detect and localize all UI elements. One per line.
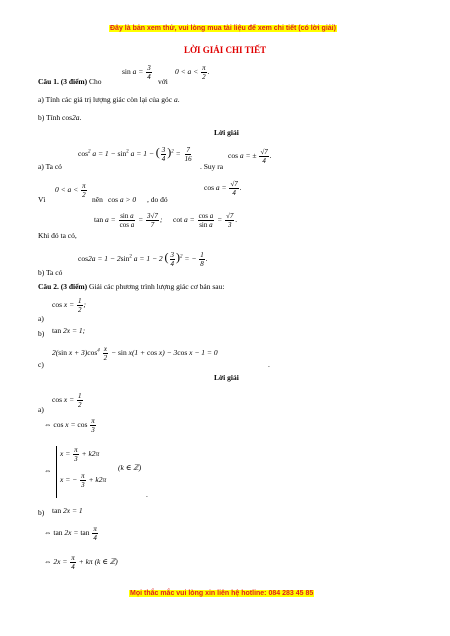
q2-eq-c-dot: . [268,360,270,369]
q1-label: Câu 1. (3 điểm) [38,77,88,86]
equiv-arrow: ⇔ [44,466,52,475]
q1-cos-pos: cos a > 0 [108,195,137,204]
q2-label: Câu 2. (3 điểm) [38,282,88,291]
q2-sol-a-root1: x = $\frac{\pi}{3}$ + k2π [60,446,100,463]
q2-sol-label-b: b) [38,508,45,517]
q2-label-a: a) [38,314,44,323]
q1-vi: Vì [38,195,46,204]
q1-cond: 0 < a < $\frac{\pi}{2}$ [55,182,86,199]
q1-given-range: 0 < a < $\frac{\pi}{2}$ . [175,64,210,81]
q1-part-a: a) Tính các giá trị lượng giác còn lại của góc a. [38,95,180,104]
q1-voi: với [158,77,168,86]
q1-solution-heading: Lời giải [214,128,239,137]
q1-suyra: . Suy ra [200,162,224,171]
q2-sol-a-eq1: cos x = $\frac{1}{2}$ [52,392,82,409]
q2-label-c: c) [38,360,44,369]
q2-text: Giải các phương trình lượng giác cơ bản sau: [89,282,225,291]
q2-sol-b-eq2: ⇔ tan 2x = tan $\frac{\pi}{4}$ [44,525,97,542]
q1-cho: Cho [89,77,102,86]
q1-tan: tan a = $\frac{\text{sin a}}{\text{cos a}}$ = $\frac{3√7}{7}$ ; [94,212,163,229]
q1-nen: nên [92,195,103,204]
q2-sol-a-root2: x = − $\frac{\pi}{3}$ + k2π [60,472,107,489]
bottom-banner: Mọi thắc mắc vui lòng xin liên hệ hotline: 084 283 45 85 [130,590,314,597]
q2-label-b: b) [38,329,45,338]
q2-sol-a-dot: . [146,490,148,499]
q2-sol-a-eq2: ⇔ cos x = cos $\frac{\pi}{3}$ [44,417,95,434]
q1-part-a-text: a) Tính các giá trị lượng giác còn lại của góc [38,95,173,104]
q1-khido: Khi đó ta có, [38,231,77,240]
q2-eq-b: tan 2x = 1; [52,326,86,335]
top-banner: Đây là bản xem thử, vui lòng mua tài liệu để xem chi tiết (có lời giải) [110,25,336,32]
q1-cos-val: cos a = $\frac{√7}{4}$ . [204,180,242,197]
q2-sol-b-eq3: ⇔ 2x = $\frac{\pi}{4}$ + kπ (k ∈ ℤ) [44,554,118,571]
q2-statement [38,282,224,291]
q1-eq-cos-pm: cos a = ± $\frac{√7}{4}$ . [228,148,272,165]
q1-cos2a: $\cos 2a = 1 - 2\sin^2$ a = 1 − 2 ( $\frac{3}{4}$ )$^2$ = − $\frac{1}{8}$ . [78,250,208,268]
q2-set-z-a: (k ∈ ℤ) [118,463,142,472]
q1-b-taco: b) Ta có [38,268,63,277]
q1-part-b: b) Tính cos2a. [38,113,82,122]
q2-sol-b-eq1: tan 2x = 1 [52,506,83,515]
system-brace [56,446,58,498]
q1-statement [38,77,102,86]
q1-a-taco: a) Ta có [38,162,62,171]
q2-eq-c: 2(sin $x + 3)\cos^4$ $\frac{x}{2}$ − sin x(1 + cos x) − 3cos x − 1 = 0 [52,345,218,362]
q1-eq-cos2: $\cos^2 a = 1 - \sin^2 a = 1$ − ( $\frac{3}{4}$ )$^2$ = $\frac{7}{16}$ [78,145,192,163]
q2-eq-a: cos x = $\frac{1}{2}$ ; [52,297,87,314]
q1-cot: cot a = $\frac{\text{cos a}}{\text{sin a}}$ = $\frac{√7}{3}$ . [173,212,238,229]
q2-solution-heading: Lời giải [214,373,239,382]
q1-given-sin: sin a = $\frac{3}{4}$ [122,64,151,81]
q2-set-z-b: (k ∈ ℤ) [94,557,118,567]
q1-dodo: , do đó [147,195,168,204]
q1-part-b-text: b) Tính [38,113,61,122]
q2-sol-label-a: a) [38,405,44,414]
page-title: LỜI GIẢI CHI TIẾT [184,45,267,55]
